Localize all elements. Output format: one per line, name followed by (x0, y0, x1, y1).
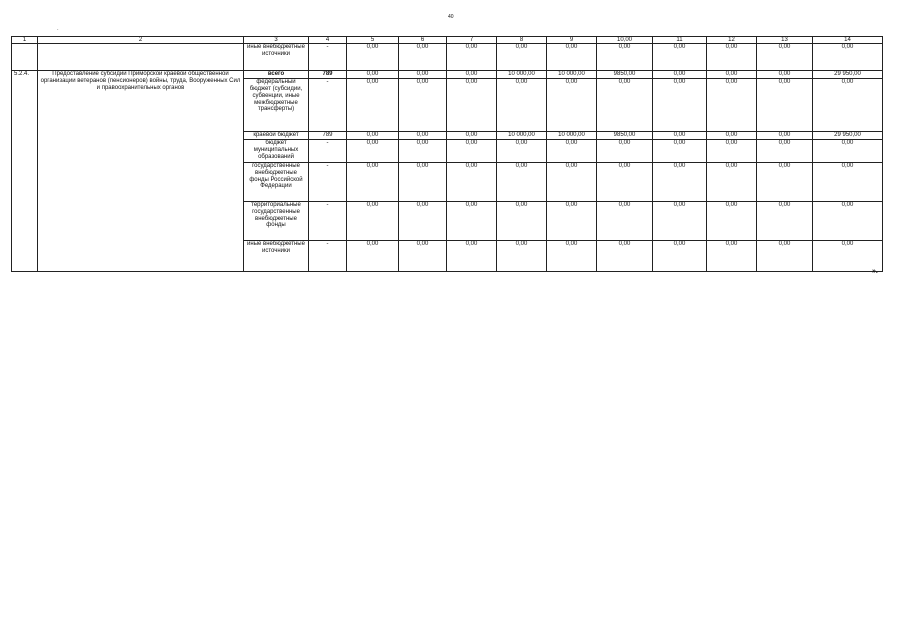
value-cell: 0,00 (447, 201, 497, 240)
value-cell: 0,00 (347, 201, 399, 240)
value-cell: 29 950,00 (813, 131, 883, 139)
value-cell: 0,00 (757, 44, 813, 71)
value-cell: 789 (309, 71, 347, 79)
value-cell: 0,00 (653, 71, 707, 79)
value-cell: 0,00 (707, 162, 757, 201)
value-cell: 0,00 (347, 240, 399, 271)
value-cell: 0,00 (347, 131, 399, 139)
header-cell: 7 (447, 37, 497, 44)
value-cell: 0,00 (399, 240, 447, 271)
value-cell: - (309, 139, 347, 162)
value-cell: 0,00 (653, 131, 707, 139)
code-cell (12, 44, 38, 71)
header-cell: 1 (12, 37, 38, 44)
value-cell: 0,00 (399, 201, 447, 240)
source-cell: федеральный бюджет (субсидии, субвенции, иные межбюджетные трансферты) (244, 78, 309, 131)
value-cell: 0,00 (813, 201, 883, 240)
value-cell: 0,00 (547, 201, 597, 240)
source-cell: краевой бюджет (244, 131, 309, 139)
value-cell: 0,00 (653, 44, 707, 71)
value-cell: 10 000,00 (547, 131, 597, 139)
value-cell: 0,00 (707, 71, 757, 79)
value-cell: 0,00 (399, 139, 447, 162)
page-number: 40 (448, 14, 454, 20)
value-cell: 10 000,00 (497, 131, 547, 139)
value-cell: 0,00 (347, 162, 399, 201)
value-cell: 0,00 (707, 240, 757, 271)
header-cell: 13 (757, 37, 813, 44)
header-cell: 6 (399, 37, 447, 44)
header-cell: 12 (707, 37, 757, 44)
source-cell: всего (244, 71, 309, 79)
value-cell: 0,00 (813, 78, 883, 131)
value-cell: 0,00 (347, 139, 399, 162)
value-cell: 0,00 (707, 78, 757, 131)
description-cell (38, 44, 244, 71)
value-cell: 0,00 (597, 139, 653, 162)
value-cell: 0,00 (497, 201, 547, 240)
value-cell: - (309, 78, 347, 131)
value-cell: 0,00 (813, 44, 883, 71)
value-cell: 0,00 (497, 44, 547, 71)
value-cell: 0,00 (447, 139, 497, 162)
value-cell: 0,00 (497, 78, 547, 131)
table-row (12, 44, 883, 71)
value-cell: 0,00 (757, 139, 813, 162)
value-cell: 0,00 (707, 131, 757, 139)
scan-mark: · (57, 27, 59, 33)
value-cell: - (309, 240, 347, 271)
value-cell: 0,00 (653, 240, 707, 271)
value-cell: 0,00 (447, 78, 497, 131)
value-cell: 0,00 (597, 240, 653, 271)
value-cell: 0,00 (813, 162, 883, 201)
source-cell: бюджет муниципальных образований (244, 139, 309, 162)
value-cell: 0,00 (547, 162, 597, 201)
source-cell: иные внебюджетные источники (244, 240, 309, 271)
value-cell: 29 950,00 (813, 71, 883, 79)
value-cell: 0,00 (757, 71, 813, 79)
budget-table (11, 36, 883, 272)
header-cell: 9 (547, 37, 597, 44)
value-cell: 0,00 (597, 201, 653, 240)
value-cell: 0,00 (707, 201, 757, 240)
value-cell: 0,00 (447, 44, 497, 71)
value-cell: 0,00 (757, 162, 813, 201)
value-cell: 0,00 (757, 201, 813, 240)
header-row (12, 37, 883, 44)
end-mark: ». (872, 268, 878, 275)
value-cell: 9850,00 (597, 71, 653, 79)
value-cell: 0,00 (597, 78, 653, 131)
value-cell: - (309, 162, 347, 201)
value-cell: 0,00 (447, 240, 497, 271)
header-cell: 11 (653, 37, 707, 44)
table-row (12, 71, 883, 79)
header-cell: 3 (244, 37, 309, 44)
value-cell: 0,00 (757, 240, 813, 271)
value-cell: 789 (309, 131, 347, 139)
header-cell: 14 (813, 37, 883, 44)
value-cell: 0,00 (399, 131, 447, 139)
value-cell: 0,00 (497, 240, 547, 271)
value-cell: 0,00 (347, 44, 399, 71)
value-cell: - (309, 201, 347, 240)
value-cell: 0,00 (547, 139, 597, 162)
value-cell: 10 000,00 (547, 71, 597, 79)
value-cell: 0,00 (653, 162, 707, 201)
value-cell: 0,00 (347, 71, 399, 79)
value-cell: 0,00 (653, 201, 707, 240)
source-cell: иные внебюджетные источники (244, 44, 309, 71)
value-cell: 0,00 (597, 162, 653, 201)
value-cell: 0,00 (399, 78, 447, 131)
header-cell: 10,00 (597, 37, 653, 44)
header-cell: 5 (347, 37, 399, 44)
value-cell: 0,00 (707, 44, 757, 71)
source-cell: государственные внебюджетные фонды Российской Федерации (244, 162, 309, 201)
value-cell: 0,00 (399, 162, 447, 201)
value-cell: 0,00 (653, 78, 707, 131)
value-cell: 0,00 (547, 44, 597, 71)
value-cell: 0,00 (399, 44, 447, 71)
value-cell: 0,00 (497, 139, 547, 162)
value-cell: 0,00 (757, 131, 813, 139)
item-description: Предоставление субсидий Приморской краевой общественной организации ветеранов (пенсионеров) войны, труда, Вооруженных Сил и правоохранительных органов (38, 71, 244, 272)
value-cell: 0,00 (447, 162, 497, 201)
value-cell: 0,00 (399, 71, 447, 79)
header-cell: 4 (309, 37, 347, 44)
value-cell: - (309, 44, 347, 71)
header-cell: 2 (38, 37, 244, 44)
value-cell: 0,00 (707, 139, 757, 162)
header-cell: 8 (497, 37, 547, 44)
item-code: 5.2.4. (12, 71, 38, 272)
value-cell: 0,00 (547, 78, 597, 131)
value-cell: 10 000,00 (497, 71, 547, 79)
value-cell: 0,00 (447, 131, 497, 139)
value-cell: 0,00 (547, 240, 597, 271)
value-cell: 0,00 (653, 139, 707, 162)
value-cell: 0,00 (347, 78, 399, 131)
source-cell: территориальные государственные внебюджетные фонды (244, 201, 309, 240)
value-cell: 0,00 (813, 139, 883, 162)
value-cell: 0,00 (757, 78, 813, 131)
value-cell: 0,00 (497, 162, 547, 201)
value-cell: 0,00 (813, 240, 883, 271)
value-cell: 9850,00 (597, 131, 653, 139)
value-cell: 0,00 (447, 71, 497, 79)
value-cell: 0,00 (597, 44, 653, 71)
